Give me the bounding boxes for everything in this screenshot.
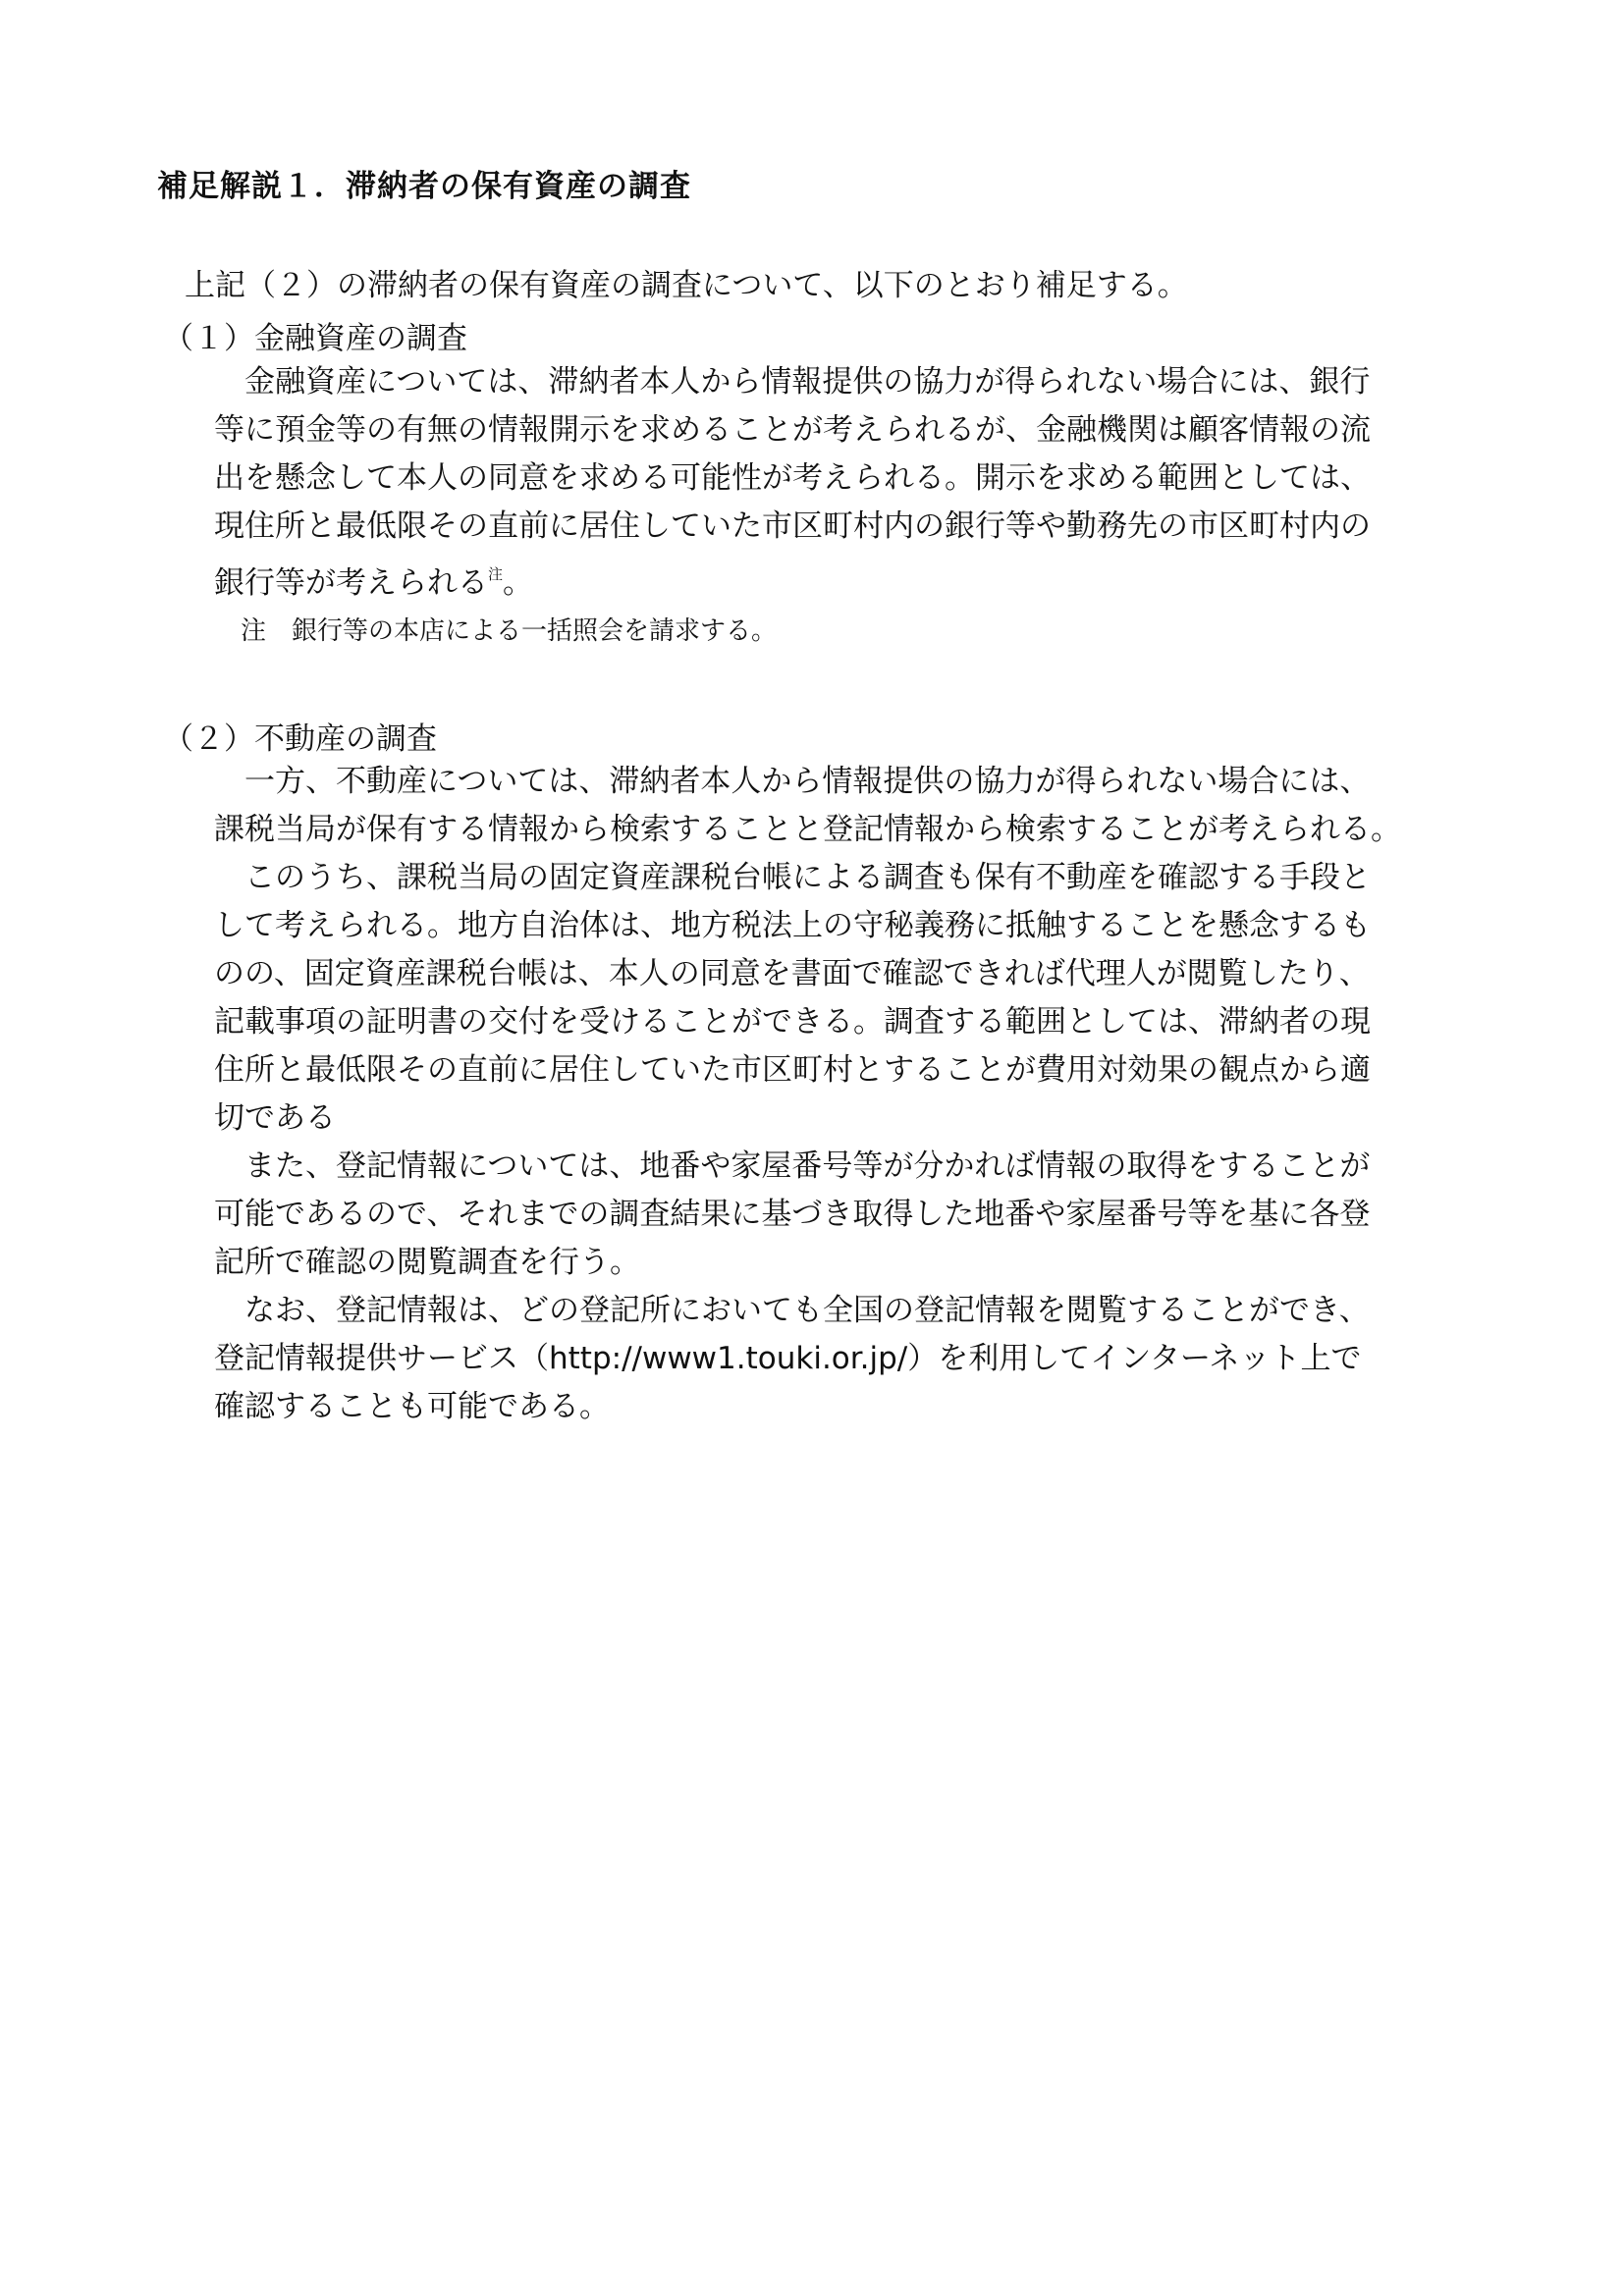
section-2-paragraph-4	[214, 1287, 1481, 1431]
text-line: このうち、課税当局の固定資産課税台帳による調査も保有不動産を確認する手段と	[214, 860, 1371, 895]
footnote: 注 銀行等の本店による一括照会を請求する。	[241, 616, 778, 646]
text-line: のの、固定資産課税台帳は、本人の同意を書面で確認できれば代理人が閲覧したり、	[214, 956, 1370, 991]
text-line: 課税当局が保有する情報から検索することと登記情報から検索することが考えられる。	[214, 812, 1401, 847]
text-line: して考えられる。地方自治体は、地方税法上の守秘義務に抵触することを懸念するも	[214, 908, 1371, 943]
page-title: 補足解説１．滞納者の保有資産の調査	[157, 169, 691, 204]
text-line: 住所と最低限その直前に居住していた市区町村とすることが費用対効果の観点から適	[214, 1052, 1371, 1088]
section-2-heading: （２）不動産の調査	[163, 721, 437, 757]
section-2-paragraph-2	[214, 854, 1481, 1143]
text-segment: 。	[503, 565, 534, 601]
text-line	[214, 551, 1481, 608]
section-1-paragraph	[214, 358, 1481, 608]
text-line: 現住所と最低限その直前に居住していた市区町村内の銀行等や勤務先の市区町村内の	[214, 508, 1371, 544]
text-line: 一方、不動産については、滞納者本人から情報提供の協力が得られない場合には、	[214, 764, 1371, 799]
section-1-heading: （１）金融資産の調査	[163, 321, 467, 356]
text-line: 記所で確認の閲覧調査を行う。	[214, 1245, 640, 1280]
text-line: また、登記情報については、地番や家屋番号等が分かれば情報の取得をすることが	[214, 1148, 1371, 1184]
text-segment: 銀行等が考えられる	[214, 565, 488, 601]
text-line: 出を懸念して本人の同意を求める可能性が考えられる。開示を求める範囲としては、	[214, 460, 1371, 496]
text-line: 切である	[214, 1100, 336, 1136]
text-line: 記載事項の証明書の交付を受けることができる。調査する範囲としては、滞納者の現	[214, 1004, 1371, 1040]
intro-text: 上記（２）の滞納者の保有資産の調査について、以下のとおり補足する。	[185, 268, 1188, 303]
section-2-paragraph-1	[214, 758, 1481, 854]
section-2-paragraph-3	[214, 1143, 1481, 1287]
text-line: 金融資産については、滞納者本人から情報提供の協力が得られない場合には、銀行	[214, 364, 1371, 400]
text-line: 等に預金等の有無の情報開示を求めることが考えられるが、金融機関は顧客情報の流	[214, 412, 1371, 448]
text-line: なお、登記情報は、どの登記所においても全国の登記情報を閲覧することができ、	[214, 1293, 1370, 1328]
footnote-marker: 注	[488, 565, 504, 583]
text-line: 登記情報提供サービス（http://www1.touki.or.jp/）を利用してインターネット上で	[214, 1341, 1362, 1376]
text-line: 確認することも可能である。	[214, 1389, 610, 1424]
text-line: 可能であるので、それまでの調査結果に基づき取得した地番や家屋番号等を基に各登	[214, 1197, 1371, 1232]
